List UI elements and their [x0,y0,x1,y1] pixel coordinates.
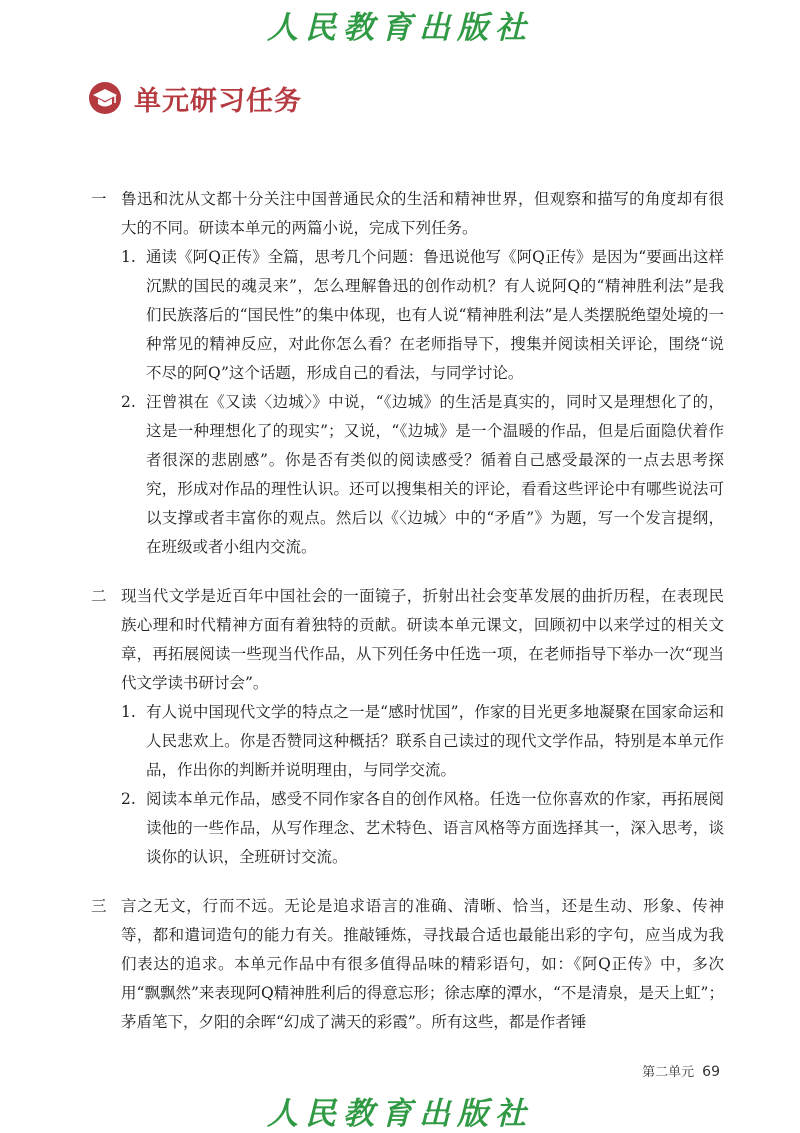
task-number: 三 [91,897,107,915]
sub-task-number: 2. [121,790,136,808]
sub-task [88,785,724,872]
task-3 [88,892,724,1037]
sub-task [88,388,724,562]
publisher-logo-top: 人民教育出版社 [267,10,533,46]
sub-task-text: 通读《阿Q正传》全篇，思考几个问题：鲁迅说他写《阿Q正传》是因为“要画出这样沉默的国民的魂灵来”，怎么理解鲁迅的创作动机？有人说阿Q的“精神胜利法”是我们民族落后的“国民性”的集中体现，也有人说“精神胜利法”是人类摆脱绝望处境的一种常见的精神反应，对此你怎么看？在老师指导下，搜集并阅读相关评论，围绕“说不尽的阿Q”这个话题，形成自己的看法，与同学讨论。 [146,248,724,382]
section-header [88,78,302,118]
task-intro [88,582,724,698]
page-footer [642,1061,720,1080]
task-1 [88,185,724,562]
graduation-cap-icon [88,81,122,115]
sub-task-text: 有人说中国现代文学的特点之一是“感时忧国”，作家的目光更多地凝聚在国家命运和人民悲欢上。你是否赞同这种概括？联系自己读过的现代文学作品，特别是本单元作品，作出你的判断并说明理由，与同学交流。 [146,703,724,779]
task-number: 一 [91,190,107,208]
sub-task-text: 汪曾祺在《又读〈边城〉》中说，“《边城》的生活是真实的，同时又是理想化了的，这是一种理想化了的现实”；又说，“《边城》是一个温暖的作品，但是后面隐伏着作者很深的悲剧感”。你是否有类似的阅读感受？循着自己感受最深的一点去思考探究，形成对作品的理性认识。还可以搜集相关的评论，看看这些评论中有哪些说法可以支撑或者丰富你的观点。然后以《〈边城〉中的“矛盾”》为题，写一个发言提纲，在班级或者小组内交流。 [146,393,724,556]
page-number: 69 [702,1064,720,1080]
task-text: 言之无文，行而不远。无论是追求语言的准确、清晰、恰当，还是生动、形象、传神等，都和遣词造句的能力有关。推敲锤炼，寻找最合适也最能出彩的字句，应当成为我们表达的追求。本单元作品中有很多值得品味的精彩语句，如：《阿Q正传》中，多次用“飘飘然”来表现阿Q精神胜利后的得意忘形；徐志摩的潭水，“不是清泉，是天上虹”；茅盾笔下，夕阳的余晖“幻成了满天的彩霞”。所有这些，都是作者锤 [121,897,724,1031]
sub-task [88,698,724,785]
task-2 [88,582,724,872]
sub-task-number: 2. [121,393,136,411]
task-list [88,185,724,1037]
sub-task-number: 1. [121,248,136,266]
sub-task [88,243,724,388]
task-text: 现当代文学是近百年中国社会的一面镜子，折射出社会变革发展的曲折历程，在表现民族心理和时代精神方面有着独特的贡献。研读本单元课文，回顾初中以来学过的相关文章，再拓展阅读一些现当代作品，从下列任务中任选一项，在老师指导下举办一次“现当代文学读书研讨会”。 [121,587,724,692]
publisher-logo-bottom: 人民教育出版社 [267,1096,533,1132]
sub-task-number: 1. [121,703,136,721]
task-number: 二 [91,587,107,605]
sub-task-text: 阅读本单元作品，感受不同作家各自的创作风格。任选一位你喜欢的作家，再拓展阅读他的一些作品，从写作理念、艺术特色、语言风格等方面选择其一，深入思考，谈谈你的认识，全班研讨交流。 [146,790,724,866]
task-text: 鲁迅和沈从文都十分关注中国普通民众的生活和精神世界，但观察和描写的角度却有很大的不同。研读本单元的两篇小说，完成下列任务。 [121,190,724,237]
task-intro [88,892,724,1037]
unit-label: 第二单元 [642,1065,695,1080]
task-intro [88,185,724,243]
section-title: 单元研习任务 [134,85,302,117]
